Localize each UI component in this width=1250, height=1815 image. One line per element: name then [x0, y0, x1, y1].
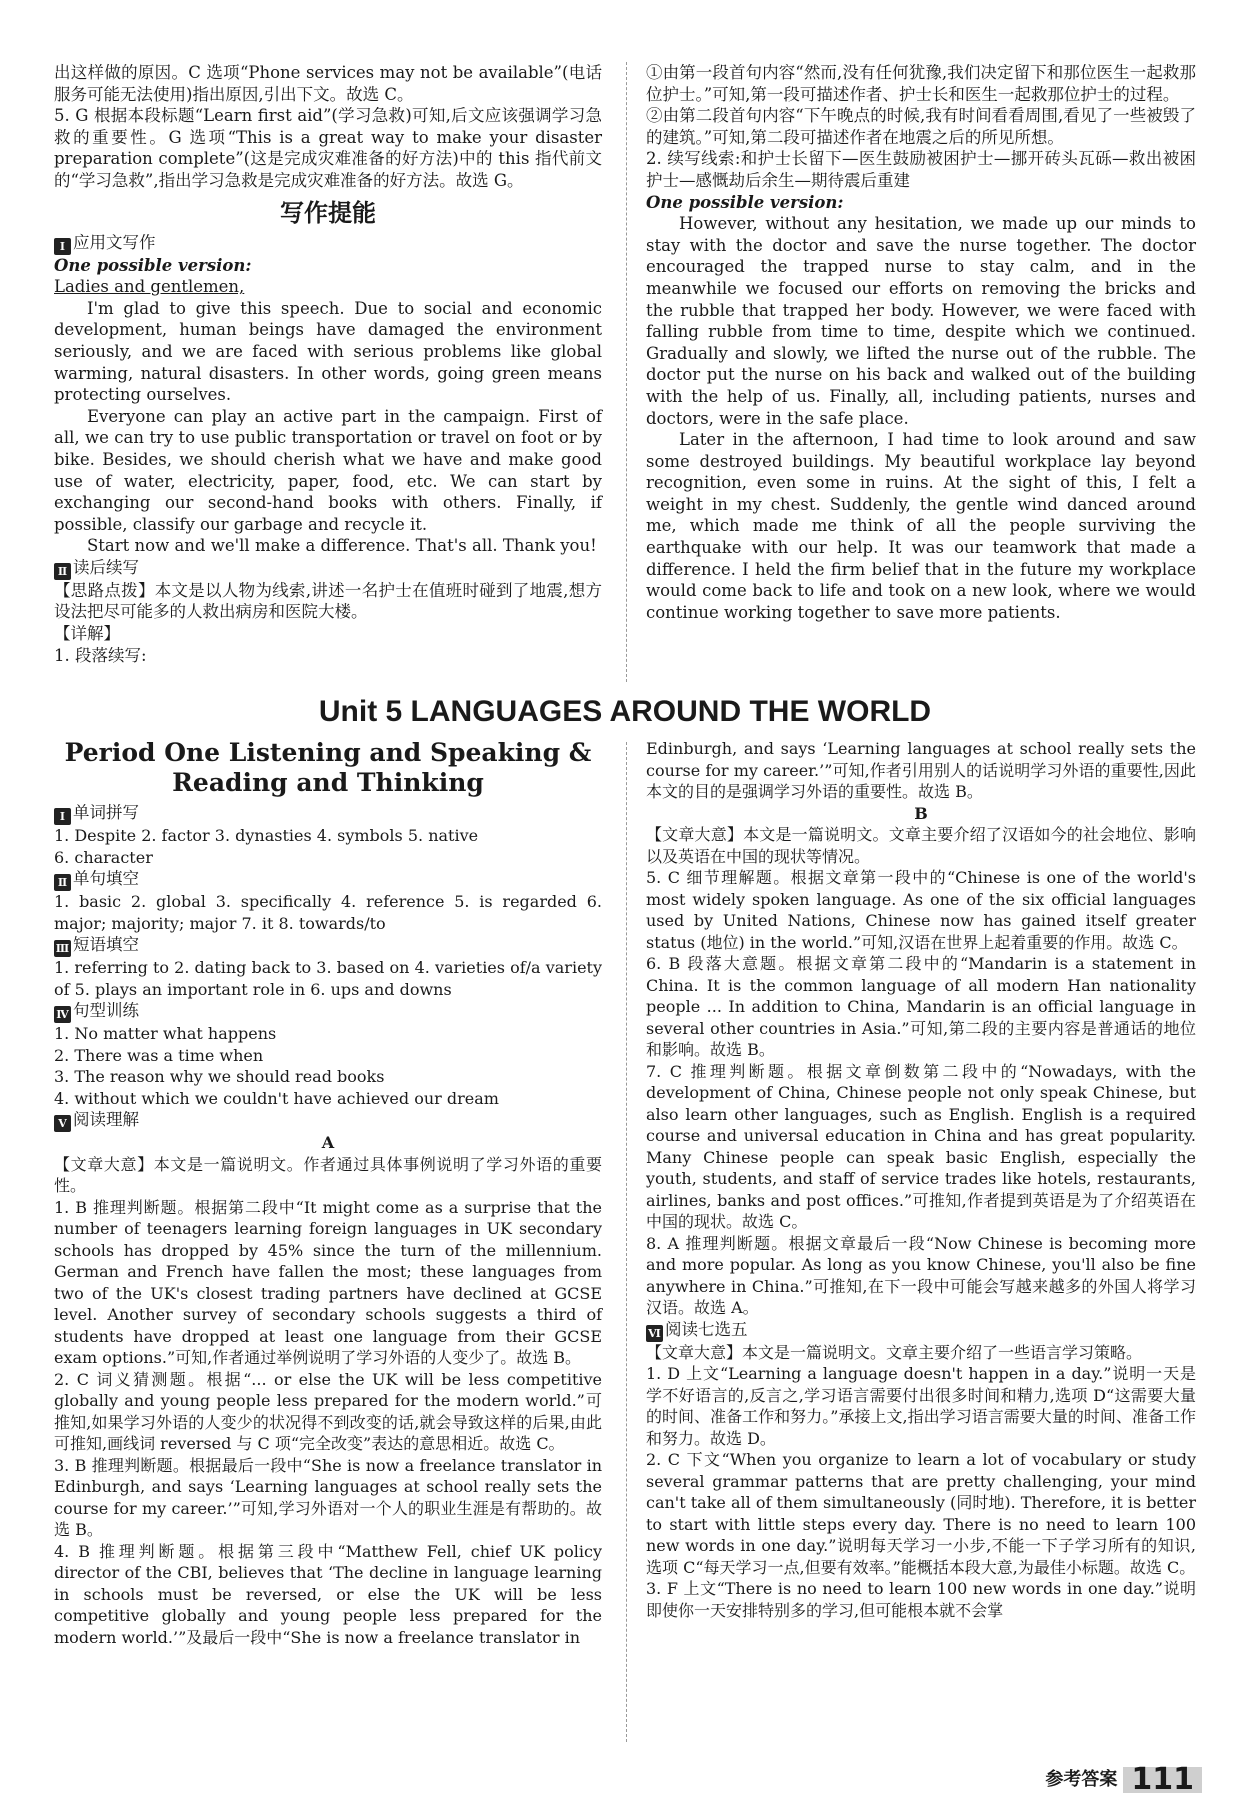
- roman-badge: Ⅰ: [54, 238, 71, 255]
- answer-text: 1. 段落续写:: [54, 645, 147, 665]
- answer-explanation: Edinburgh, and says ‘Learning languages at school really sets the course for my career.’”可知,作者引用别人的话说明学习外语的重要性,因此本文的目的是强调学习外语的重要性。故选 B。: [646, 739, 1196, 801]
- answer-text: ①由第一段首句内容“然而,没有任何犹豫,我们决定留下和那位医生一起救那位护士。”可知,第一段可描述作者、护士长和医生一起救那位护士的过程。: [646, 63, 1196, 104]
- answer-explanation: 1. D 上文“Learning a language doesn't happen in a day.”说明一天是学不好语言的,反言之,学习语言需要付出很多时间和精力,选项 D“这需要大量的时间、准备工作和努力。”承接上文,指出学习语言需要大量的时间、准备工作和努力。故选 D。: [646, 1364, 1196, 1448]
- period-title: Period One Listening and Speaking & Reading and Thinking: [64, 738, 592, 797]
- answer-explanation: 5. C 细节理解题。根据文章第一段中的“Chinese is one of the world's most widely spoken language. As one of the six official languages used by United Nations, Chinese now has gained itself greater status (地位) in the world.”可知,汉语在世界上起着重要的作用。故选 C。: [646, 868, 1196, 952]
- answer-explanation: 7. C 推理判断题。根据文章倒数第二段中的“Nowadays, with the development of China, Chinese people not only speak Chinese, but also learn other languages, such as English. English is a required course and universal education in China and has great popularity. Many Chinese people can speak basic English, especially the youth, students, and staff of service trades like hotels, restaurants, airlines, banks and post offices.”可推知,作者提到英语是为了介绍英语在中国的现状。故选 C。: [646, 1061, 1196, 1231]
- subsection-heading: Ⅱ 读后续写: [54, 557, 602, 580]
- subsection-heading: Ⅵ 阅读七选五: [646, 1319, 1196, 1342]
- answer-explanation: 3. B 推理判断题。根据最后一段中“She is now a freelance translator in Edinburgh, and says ‘Learning languages at school really sets the course for my career.’”可知,学习外语对一个人的职业生涯是有帮助的。故选 B。: [54, 1455, 602, 1539]
- essay-paragraph: Later in the afternoon, I had time to look around and saw some destroyed buildings. My beautiful workplace lay beyond recognition, even some in ruins. At the sight of this, I felt a weight in my chest. Suddenly, the gentle wind danced around me, which made me think of all the people surviving the earthquake with our help. It was our teamwork that made a difference. I held the firm belief that in the future my workplace would come back to life and took on a new look, where we would continue working together to save more patients.: [646, 430, 1196, 622]
- answer-line: 2. There was a time when: [54, 1045, 264, 1065]
- page-number: 111: [1123, 1767, 1202, 1793]
- main-idea: 【文章大意】本文是一篇说明文。作者通过具体事例说明了学习外语的重要性。: [54, 1154, 602, 1195]
- subsection-heading: Ⅱ 单句填空: [54, 868, 602, 891]
- answer-text: 2. 续写线索:和护士长留下—医生鼓励被困护士—挪开砖头瓦砾—救出被困护士—感慨劫后余生—期待震后重建: [646, 149, 1196, 190]
- answer-explanation: 8. A 推理判断题。根据文章最后一段“Now Chinese is becoming more and more popular. As long as you know Chinese, you'll also be fine anywhere in China.”可推知,在下一段中可能会写越来越多的外国人将学习汉语。故选 A。: [646, 1233, 1196, 1317]
- answer-line: 1. referring to 2. dating back to 3. based on 4. varieties of/a variety of 5. plays an important role in 6. ups and downs: [54, 958, 602, 999]
- answer-line: 1. Despite 2. factor 3. dynasties 4. symbols 5. native: [54, 826, 479, 845]
- right-top-column: [646, 62, 1196, 623]
- answer-explanation: 3. F 上文“There is no need to learn 100 new words in one day.”说明即使你一天安排特别多的学习,但可能根本就不会掌: [646, 1579, 1196, 1620]
- answer-line: 4. without which we couldn't have achieved our dream: [54, 1088, 499, 1108]
- answer-line: 1. basic 2. global 3. specifically 4. reference 5. is regarded 6. major; majority; major 7. it 8. towards/to: [54, 892, 602, 933]
- answer-explanation: 1. B 推理判断题。根据第二段中“It might come as a surprise that the number of teenagers learning foreign languages in UK secondary schools has dropped by 45% since the turn of the millennium. German and French have fallen the most; these languages from two of the UK's closest trading partners have declined at GCSE level. Another survey of secondary schools suggests a third of students have dropped at least one language from their GCSE exam options.”可知,作者通过举例说明了学习外语的人变少了。故选 B。: [54, 1197, 602, 1367]
- essay-paragraph: Start now and we'll make a difference. That's all. Thank you!: [87, 536, 597, 556]
- page-footer: [1045, 1762, 1202, 1797]
- hint-text: 【思路点拨】本文是以人物为线索,讲述一名护士在值班时碰到了地震,想方设法把尽可能多的人救出病房和医院大楼。: [54, 580, 602, 622]
- passage-label: B: [914, 803, 928, 823]
- answer-explanation: 6. B 段落大意题。根据文章第二段中的“Mandarin is a statement in China. It is the common language of all modern Han nationality people ... In addition to China, Mandarin is an official language in several other countries in Asia.”可知,第二段的主要内容是普通话的地位和影响。故选 B。: [646, 954, 1196, 1059]
- answer-explanation: 2. C 词义猜测题。根据“... or else the UK will be less competitive globally and young people less prepared for the modern world.”可推知,如果学习外语的人变少的状况得不到改变的话,就会导致这样的后果,由此可推知,画线词 reversed 与 C 项“完全改变”表达的意思相近。故选 C。: [54, 1369, 602, 1453]
- main-idea: 【文章大意】本文是一篇说明文。文章主要介绍了一些语言学习策略。: [646, 1342, 1143, 1362]
- subsection-heading: Ⅰ 单词拼写: [54, 802, 602, 825]
- version-label: One possible version:: [54, 255, 252, 275]
- right-bottom-column: [646, 738, 1196, 1621]
- section-title: 写作提能: [280, 197, 376, 227]
- answer-line: 1. No matter what happens: [54, 1024, 277, 1043]
- answer-text: 出这样做的原因。C 选项“Phone services may not be available”(电话服务可能无法使用)指出原因,引出下文。故选 C。: [54, 63, 602, 104]
- unit-title: Unit 5 LANGUAGES AROUND THE WORLD: [318, 695, 932, 728]
- left-top-column: [54, 62, 602, 666]
- answer-explanation: 2. C 下文“When you organize to learn a lot of vocabulary or study several grammar patterns that are pretty challenging, your mind can't take all of them simultaneously (同时地). Therefore, it is better to start with little steps every day. There is no need to learn 100 new words in one day.”说明每天学习一小步,不能一下子学习所有的知识,选项 C“每天学习一点,但要有效率。”能概括本段大意,为最佳小标题。故选 C。: [646, 1450, 1196, 1577]
- roman-badge: Ⅱ: [54, 563, 71, 580]
- essay-paragraph: However, without any hesitation, we made up our minds to stay with the doctor and save the nurse together. The doctor encouraged the trapped nurse to stay calm, and in the meanwhile we focused our efforts on removing the bricks and the rubble that trapped her body. However, we were faced with falling rubble from time to time, despite which we continued. Gradually and slowly, we lifted the nurse out of the rubble. The doctor put the nurse on his back and walked out of the building with the help of us. Finally, all, including patients, nurses and doctors, were in the safe place.: [646, 214, 1196, 428]
- essay-paragraph: I'm glad to give this speech. Due to social and economic development, human beings have damaged the environment seriously, and we are faced with serious problems like global warming, natural disasters. In other words, going green means protecting ourselves.: [54, 298, 602, 405]
- subsection-heading: Ⅴ 阅读理解: [54, 1109, 602, 1132]
- answer-explanation: 4. B 推理判断题。根据第三段中“Matthew Fell, chief UK policy director of the CBI, believes that ‘The decline in language learning in schools must be reversed, or else the UK will be less competitive globally and young people less prepared for the modern world.’”及最后一段中“She is now a freelance translator in: [54, 1541, 602, 1647]
- detail-label: 【详解】: [54, 624, 120, 644]
- salutation: Ladies and gentlemen,: [54, 277, 245, 297]
- column-divider: [626, 62, 627, 682]
- answer-text: 5. G 根据本段标题“Learn first aid”(学习急救)可知,后文应该强调学习急救的重要性。G 选项“This is a great way to make your disaster preparation complete”(这是完成灾难准备的好方法)中的 this 指代前文的“学习急救”,指出学习急救是完成灾难准备的好方法。故选 G。: [54, 106, 602, 190]
- version-label: One possible version:: [646, 192, 844, 212]
- main-idea: 【文章大意】本文是一篇说明文。文章主要介绍了汉语如今的社会地位、影响以及英语在中国的现状等情况。: [646, 825, 1196, 866]
- essay-paragraph: Everyone can play an active part in the campaign. First of all, we can try to use public transportation or travel on foot or by bike. Besides, we should cherish what we have and make good use of water, electricity, paper, food, etc. We can start by exchanging our second-hand books with others. Finally, if possible, classify our garbage and recycle it.: [54, 406, 602, 534]
- answer-line: 6. character: [54, 847, 153, 867]
- subsection-heading: Ⅲ 短语填空: [55, 935, 139, 955]
- footer-label: 参考答案: [1045, 1769, 1118, 1790]
- left-bottom-column: [54, 738, 602, 1648]
- subsection-heading: Ⅳ 句型训练: [54, 1000, 602, 1023]
- answer-line: 3. The reason why we should read books: [54, 1067, 385, 1086]
- answer-text: ②由第二段首句内容“下午晚点的时候,我有时间看看周围,看见了一些被毁了的建筑。”可知,第二段可描述作者在地震之后的所见所想。: [646, 106, 1196, 147]
- column-divider: [626, 742, 627, 1742]
- subsection-heading: Ⅰ 应用文写作: [54, 232, 602, 255]
- passage-label: A: [321, 1133, 335, 1152]
